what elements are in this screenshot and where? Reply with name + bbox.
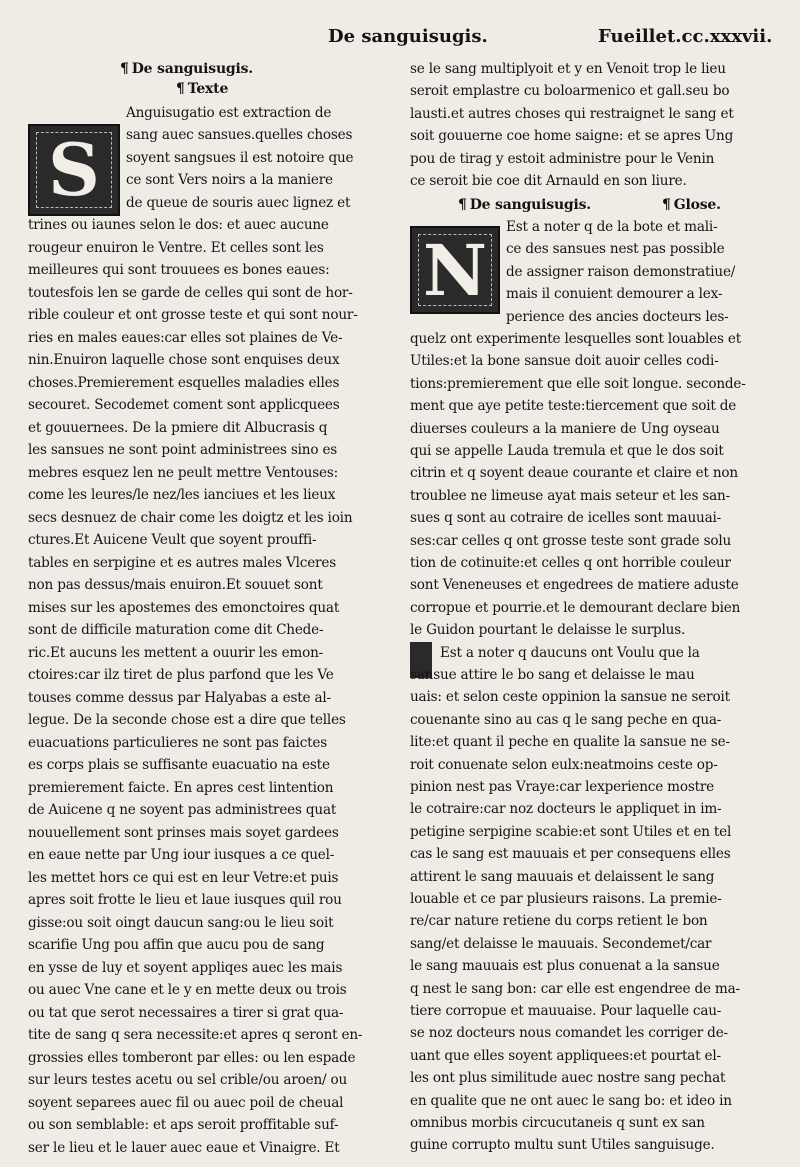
running-title: De sanguisugis. — [328, 26, 488, 47]
text-line: meilleures qui sont trouuees es bones eaues: — [28, 262, 330, 278]
text-line: tion de cotinuite:et celles q ont horrible couleur — [410, 555, 731, 571]
text-line: Anguisugatio est extraction de — [126, 105, 332, 121]
text-line: corropue et pourrie.et le demourant declare bien — [410, 599, 741, 616]
text-line: ou auec Vne cane et le y en mette deux ou trois — [28, 982, 347, 998]
text-line: louable et ce par plusieurs raisons. La premie- — [410, 891, 722, 907]
text-line: soyent separees auec fil ou auec poil de cheual — [28, 1094, 344, 1111]
text-line: cas le sang est mauuais et per consequens elles — [410, 846, 731, 863]
text-line: sont Veneneuses et engedrees de matiere aduste — [410, 577, 739, 594]
text-line: les mettet hors ce qui est en leur Vetre:et puis — [28, 869, 339, 886]
text-line: en qualite que ne ont auec le sang bo: et ideo in — [410, 1092, 732, 1109]
text-line: le sang mauuais est plus conuenat a la sansue — [410, 958, 720, 975]
text-line: diuerses couleurs a la maniere de Ung oyseau — [410, 420, 720, 437]
text-line: nouuellement sont prinses mais soyet gardees — [28, 824, 339, 841]
text-line: ce sont Vers noirs a la maniere — [126, 172, 333, 189]
decorated-initial-n — [410, 226, 500, 314]
pilcrow-icon: ¶ — [662, 197, 671, 213]
text-line: se noz docteurs nous comandet les corriger de- — [410, 1025, 728, 1042]
text-line: de queue de souris auec lignez et — [126, 194, 351, 211]
text-line: ment que aye petite teste:tiercement que soit de — [410, 398, 737, 415]
text-line: legue. De la seconde chose est a dire que telles — [28, 712, 346, 728]
text-line: Utiles:et la bone sansue doit auoir celles codi- — [410, 353, 719, 370]
text-line: sur leurs testes acetu ou sel crible/ou aroen/ ou — [28, 1072, 348, 1088]
text-line: sang/et delaisse le mauuais. Secondemet/car — [410, 935, 712, 952]
text-line: ou son semblable: et aps seroit proffitable suf- — [28, 1117, 339, 1133]
text-line: ou tat que serot necessaires a tirer si grat qua- — [28, 1004, 344, 1021]
text-line: rougeur enuiron le Ventre. Et celles sont les — [28, 239, 324, 256]
text-line: les ont plus similitude auec nostre sang pechat — [410, 1070, 726, 1087]
text-line: gisse:ou soit oingt daucun sang:ou le lieu soit — [28, 914, 334, 931]
text-line: de Auicene q ne soyent pas administrees quat — [28, 802, 337, 818]
text-line: quelz ont experimente lesquelles sont louables et — [410, 331, 741, 347]
text-line: sues q sont au cotraire de icelles sont mauuai- — [410, 510, 722, 527]
text-line: scarifie Ung pou affin que aucu pou de sang — [28, 937, 325, 953]
text-line: ses:car celles q ont grosse teste sont grade solu — [410, 532, 732, 549]
text-line: mises sur les apostemes des emonctoires quat — [28, 599, 340, 616]
text-line: en eaue nette par Ung iour iusques a ce quel- — [28, 847, 335, 863]
text-line: le cotraire:car noz docteurs le appliquet in im- — [410, 801, 722, 818]
text-line: en ysse de luy et soyent appliqes auec les mais — [28, 959, 343, 976]
right-subheading — [662, 196, 800, 214]
text-line: tite de sang q sera necessite:et apres q seront en- — [28, 1027, 363, 1043]
text-line: sont de difficile maturation come dit Chede- — [28, 622, 324, 638]
text-line: couenante sino au cas q le sang peche en qua- — [410, 711, 722, 728]
initial-letter: S — [48, 127, 100, 212]
text-line: nin.Enuiron laquelle chose sont enquises deux — [28, 352, 340, 368]
pilcrow-icon: ¶ — [120, 61, 129, 77]
text-line: non pas dessus/mais enuiron.Et souuet sont — [28, 577, 323, 593]
text-line: toutesfois len se garde de celles qui sont de hor- — [28, 284, 353, 301]
text-line: omnibus morbis circucutaneis q sunt ex san — [410, 1115, 705, 1131]
text-line: ce seroit bie coe dit Arnauld en son liure. — [410, 173, 687, 189]
text-line: tables en serpigine et es autres males Vlceres — [28, 554, 336, 571]
text-line: secouret. Secodemet coment sont applicquees — [28, 397, 340, 413]
text-line: euacuations particulieres ne sont pas faictes — [28, 734, 327, 751]
text-line: lite:et quant il peche en qualite la sansue ne se- — [410, 734, 730, 751]
text-line: es corps plais se suffisante euacuatio na este — [28, 757, 330, 773]
text-line: choses.Premierement esquelles maladies elles — [28, 374, 340, 391]
text-line: et gouuernees. De la pmiere dit Albucrasis q — [28, 419, 328, 436]
text-line: le Guidon pourtant le delaisse le surplus. — [410, 622, 686, 639]
right-subheading-text: Glose. — [673, 197, 721, 213]
left-subheading-text: Texte — [187, 81, 229, 97]
text-line: pinion nest pas Vraye:car lexperience mostre — [410, 779, 715, 795]
text-line: premierement faicte. En apres cest lintention — [28, 779, 334, 796]
text-line: se le sang multiplyoit et y en Venoit trop le lieu — [410, 61, 726, 77]
initial-letter: N — [423, 229, 487, 312]
text-line: sansue attire le bo sang et delaisse le mau — [410, 667, 695, 683]
text-line: de assigner raison demonstratiue/ — [506, 263, 736, 280]
text-line: citrin et q soyent deaue courante et claire et non — [410, 465, 738, 482]
paragraph-first-line: Est a noter q daucuns ont Voulu que la — [440, 645, 700, 661]
text-line: uais: et selon ceste oppinion la sansue ne seroit — [410, 689, 730, 706]
text-line: sang auec sansues.quelles choses — [126, 127, 353, 144]
text-line: ctoires:car ilz tiret de plus parfond que les Ve — [28, 667, 334, 683]
decorated-initial-s — [28, 124, 120, 216]
text-line: ric.Et aucuns les mettent a ouurir les emon- — [28, 644, 324, 661]
text-line: soit gouuerne coe home saigne: et se apres Ung — [410, 128, 734, 145]
text-line: roit conuenate selon eulx:neatmoins ceste op- — [410, 756, 718, 773]
text-line: uant que elles soyent appliquees:et pourtat el- — [410, 1047, 721, 1064]
text-line: Est a noter q de la bote et mali- — [506, 219, 718, 235]
text-line: troublee ne limeuse ayat mais seteur et les san- — [410, 487, 730, 504]
text-line: mebres esquez len ne peult mettre Ventouses: — [28, 464, 338, 481]
pilcrow-icon: ¶ — [176, 81, 185, 97]
right-heading-text: De sanguisugis. — [469, 197, 591, 213]
folio-number: Fueillet.cc.xxxvii. — [598, 26, 773, 47]
text-line: ries en males eaues:car elles sot plaines de Ve- — [28, 329, 343, 346]
text-line: attirent le sang mauuais et delaissent le sang — [410, 868, 715, 885]
text-line: mais il conuient demourer a lex- — [506, 286, 723, 303]
text-line: touses comme dessus par Halyabas a este al- — [28, 689, 331, 706]
text-line: seroit emplastre cu boloarmenico et gall.seu bo — [410, 83, 730, 100]
text-line: rible couleur et ont grosse teste et qui sont nour- — [28, 307, 358, 323]
text-line: tiere corropue et mauuaise. Pour laquelle cau- — [410, 1003, 722, 1019]
text-line: grossies elles tomberont par elles: ou len espade — [28, 1049, 356, 1066]
left-heading-text: De sanguisugis. — [131, 61, 253, 77]
text-line: q nest le sang bon: car elle est engendree de ma- — [410, 980, 740, 997]
text-line: perience des ancies docteurs les- — [506, 308, 729, 325]
text-line: ser le lieu et le lauer auec eaue et Vinaigre. Et — [28, 1139, 340, 1156]
text-line: pou de tirag y estoit administre pour le Venin — [410, 150, 715, 167]
text-line: tions:premierement que elle soit longue. seconde- — [410, 375, 746, 392]
text-line: ce des sansues nest pas possible — [506, 241, 725, 258]
text-line: trines ou iaunes selon le dos: et auec aucune — [28, 217, 329, 233]
text-line: les sansues ne sont point administrees sino es — [28, 442, 338, 458]
text-line: come les leures/le nez/les ianciues et les lieux — [28, 487, 336, 503]
text-line: petigine serpigine scabie:et sont Utiles et en tel — [410, 823, 732, 840]
text-line: lausti.et autres choses qui restraignet le sang et — [410, 105, 734, 122]
text-line: guine corrupto multu sunt Utiles sanguisuge. — [410, 1137, 715, 1154]
text-line: soyent sangsues il est notoire que — [126, 149, 354, 166]
pilcrow-icon: ¶ — [458, 197, 467, 213]
text-line: re/car nature retiene du corps retient le bon — [410, 913, 708, 930]
text-line: ctures.Et Auicene Veult que soyent prouffi- — [28, 532, 317, 548]
text-line: secs desnuez de chair come les doigtz et les ioin — [28, 509, 353, 526]
text-line: qui se appelle Lauda tremula et que le dos soit — [410, 443, 724, 459]
running-head — [0, 22, 800, 50]
text-line: apres soit frotte le lieu et laue iusques quil rou — [28, 892, 342, 908]
